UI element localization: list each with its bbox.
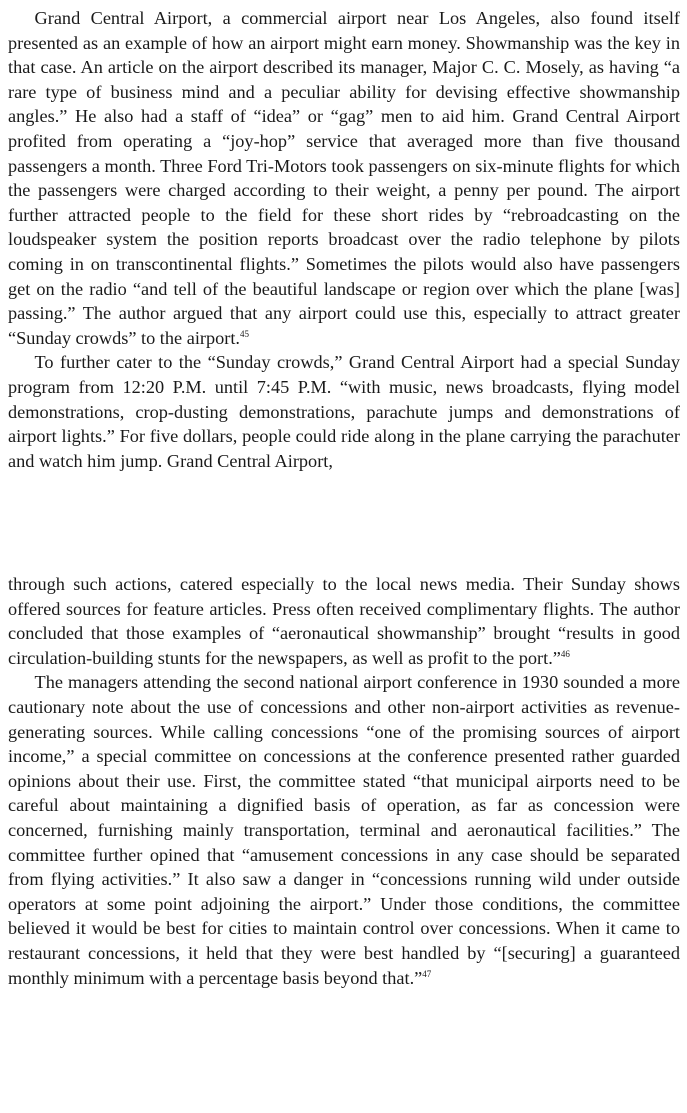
paragraph-sunday-crowds xyxy=(8,350,680,473)
footnote-marker: 46 xyxy=(560,648,570,659)
footnote-marker: 45 xyxy=(240,328,250,339)
paragraph-text: Grand Central Airport, a commercial airport near Los Angeles, also found itself presented as an example of how an airport might earn money. Showmanship was the key in that case. An article on the airport described its manager, Major C. C. Mosely, as having “a rare type of business mind and a peculiar ability for devising effective showmanship angles.” He also had a staff of “idea” or “gag” men to aid him. Grand Central Airport profited from operating a “joy-hop” service that averaged more than five thousand passengers a month. Three Ford Tri-Motors took passengers on six-minute flights for which the passengers were charged according to their weight, a penny per pound. The airport further attracted people to the field for these short rides by “rebroadcasting on the loudspeaker system the position reports broadcast over the radio telephone by pilots coming in on transcontinental flights.” Sometimes the pilots would also have passengers get on the radio “and tell of the beautiful landscape or region over which the plane [was] passing.” The author argued that any airport could use this, especially to attract greater “Sunday crowds” to the airport. xyxy=(8,8,680,348)
bottom-text-block xyxy=(8,572,680,990)
paragraph-text: The managers attending the second national airport conference in 1930 sounded a more cautionary note about the use of concessions and other non-airport activities as revenue-generating sources. While calling concessions “one of the promising sources of airport income,” a special committee on concessions at the conference presented rather guarded opinions about their use. First, the committee stated “that municipal airports need to be careful about maintaining a dignified basis of operation, as far as concession were concerned, furnishing mainly transportation, terminal and aeronautical facilities.” The committee further opined that “amusement concessions in any case should be separated from flying activities.” It also saw a danger in “concessions running wild under outside operators at some point adjoining the airport.” Under those conditions, the committee believed it would be best for cities to maintain control over concessions. When it came to restaurant concessions, it held that they were best handled by “[securing] a guaranteed monthly minimum with a percentage basis beyond that.” xyxy=(8,672,680,988)
paragraph-text: through such actions, catered especially to the local news media. Their Sunday shows offered sources for feature articles. Press often received complimentary flights. The author concluded that those examples of “aeronautical showmanship” brought “results in good circulation-building stunts for the newspapers, as well as profit to the port.” xyxy=(8,574,680,668)
footnote-marker: 47 xyxy=(422,968,432,979)
section-gap xyxy=(8,546,680,572)
paragraph-text: To further cater to the “Sunday crowds,” Grand Central Airport had a special Sunday program from 12:20 P.M. until 7:45 P.M. “with music, news broadcasts, flying model demonstrations, crop-dusting demonstrations, parachute jumps and demonstrations of airport lights.” For five dollars, people could ride along in the plane carrying the parachuter and watch him jump. Grand Central Airport, xyxy=(8,352,680,471)
top-text-block xyxy=(8,6,680,546)
book-page xyxy=(8,6,680,990)
paragraph-airport-conference xyxy=(8,670,680,990)
paragraph-news-media xyxy=(8,572,680,670)
paragraph-grand-central-showmanship xyxy=(8,6,680,350)
